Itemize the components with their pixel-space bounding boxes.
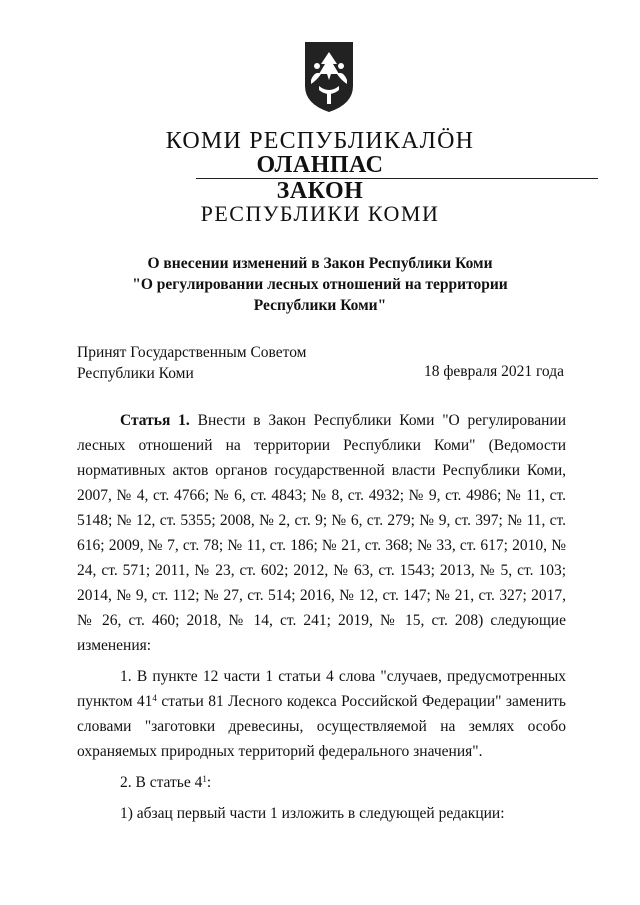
- header-line-olanpas: ОЛАНПАС: [256, 152, 384, 178]
- item-2-1-paragraph: 1) абзац первый части 1 изложить в следующей редакции:: [120, 805, 505, 822]
- law-title-line: Республики Коми": [253, 297, 387, 314]
- article-text: Внести в Закон Республики Коми "О регулировании лесных отношений на территории Республики Коми" (Ведомости нормативных актов органов государственной власти Республики Коми, 2007, № 4, ст. 4766; № 6, ст. 4843; № 8, ст. 4932; № 9, ст. 4986; № 11, ст. 5148; № 12, ст. 5355; 2008, № 2, ст. 9; № 6, ст. 279; № 9, ст. 397; № 11, ст. 616; 2009, № 7, ст. 78; № 11, ст. 186; № 21, ст. 368; № 33, ст. 617; 2010, № 24, ст. 571; 2011, № 23, ст. 602; 2012, № 63, ст. 1543; 2013, № 5, ст. 103; 2014, № 9, ст. 112; № 27, ст. 514; 2016, № 12, ст. 147; № 21, ст. 327; 2017, № 26, ст. 460; 2018, № 14, ст. 241; 2019, № 15, ст. 208) следующие изменения:: [77, 412, 567, 654]
- article-label: Статья 1.: [120, 412, 190, 429]
- law-title: [0, 253, 640, 316]
- adoption-date: 18 февраля 2021 года: [423, 363, 564, 380]
- item-text: :: [206, 774, 212, 791]
- law-title-line: "О регулировании лесных отношений на территории: [132, 276, 508, 293]
- item-text: 1. В пункте 12 части 1 статьи 4 слова "случаев, предусмотренных пунктом 41: [77, 668, 566, 710]
- superscript: 1: [202, 774, 207, 784]
- item-text: статьи 81 Лесного кодекса Российской Федерации" заменить словами "заготовки древесины, осуществляемой на землях особо охраняемых природных территорий федерального значения".: [77, 693, 567, 760]
- header-line-komi: КОМИ РЕСПУБЛИКАЛӦН: [165, 128, 475, 154]
- superscript: 4: [152, 693, 157, 703]
- item-1-paragraph: [77, 664, 566, 764]
- header-line-zakon: ЗАКОН: [276, 178, 364, 204]
- law-title-line: О внесении изменений в Закон Республики Коми: [147, 255, 493, 272]
- coat-of-arms-emblem: [303, 40, 355, 114]
- adoption-line: Принят Государственным Советом: [77, 344, 307, 361]
- article-1-paragraph: [77, 408, 566, 658]
- law-body: [77, 408, 566, 826]
- item-2-paragraph: [77, 770, 566, 795]
- item-text: 2. В статье 4: [120, 774, 203, 791]
- adoption-line: Республики Коми: [77, 365, 194, 382]
- header-line-republic: РЕСПУБЛИКИ КОМИ: [200, 201, 440, 226]
- adoption-note: [77, 342, 307, 384]
